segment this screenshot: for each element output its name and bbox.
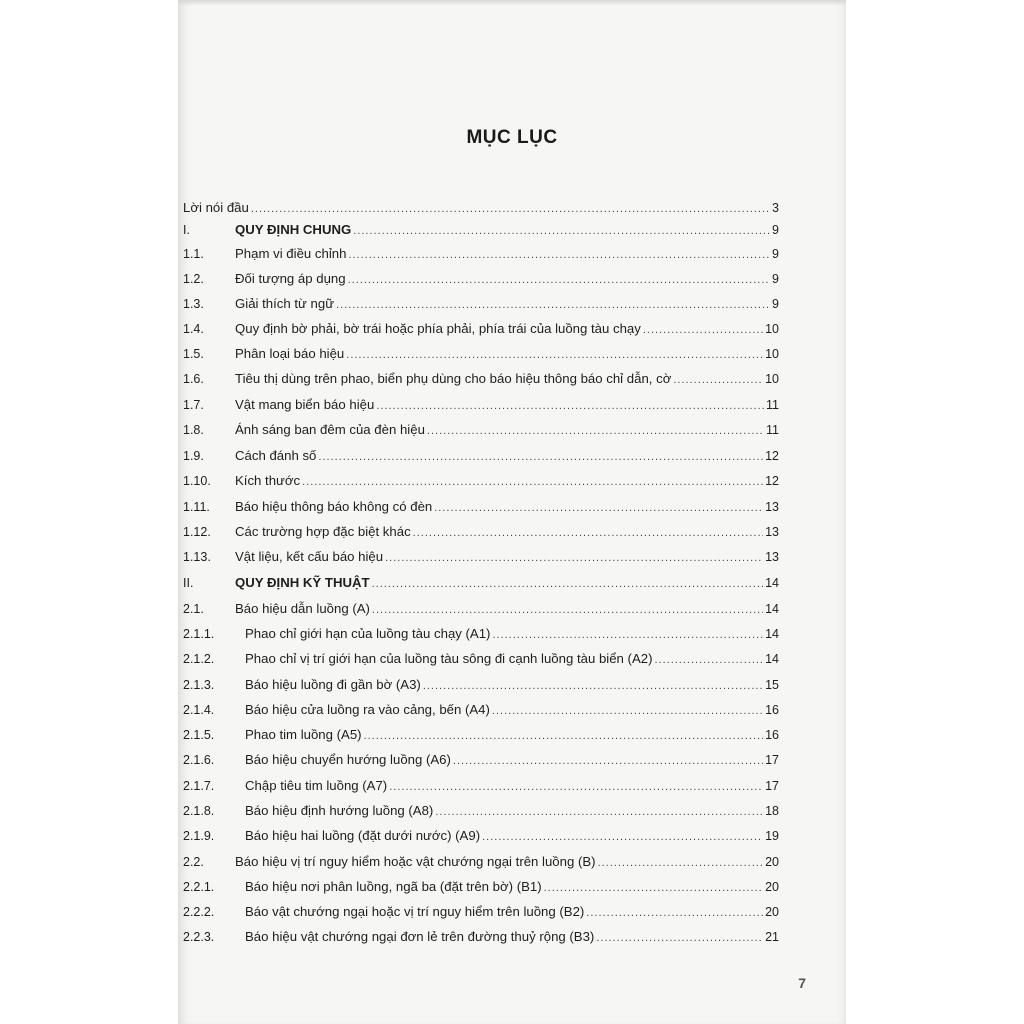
toc-entry <box>183 778 779 798</box>
toc-entry-label: Báo vật chướng ngại hoặc vị trí nguy hiểm trên luồng (B2) <box>245 904 585 919</box>
toc-entry-label: Vật liệu, kết cấu báo hiệu <box>235 549 384 564</box>
toc-entry-page: 9 <box>772 223 779 237</box>
toc-entry-label: Chập tiêu tim luồng (A7) <box>245 778 388 793</box>
toc-entry-number: 2.1.5. <box>183 728 215 742</box>
toc-dot-leader <box>346 349 763 361</box>
toc-entry-label: Báo hiệu nơi phân luồng, ngã ba (đặt trên bờ) (B1) <box>245 879 542 894</box>
toc-entry <box>183 222 779 242</box>
toc-entry-number: 2.1.7. <box>183 779 215 793</box>
toc-dot-leader <box>482 831 763 843</box>
toc-entry-page: 15 <box>765 678 779 692</box>
toc-entry-page: 17 <box>765 753 779 767</box>
toc-entry-number: 1.2. <box>183 272 204 286</box>
toc-dot-leader <box>336 299 770 311</box>
toc-entry-number: 2.1.4. <box>183 703 215 717</box>
toc-dot-leader <box>643 324 763 336</box>
toc-entry-number: 2.2.1. <box>183 880 215 894</box>
toc-entry-page: 14 <box>765 652 779 666</box>
toc-entry-number: 1.5. <box>183 347 204 361</box>
toc-dot-leader <box>427 425 764 437</box>
toc-entry <box>183 473 779 493</box>
toc-entry-number: 2.1.8. <box>183 804 215 818</box>
toc-entry-label: Lời nói đầu <box>183 200 249 215</box>
toc-entry-page: 14 <box>765 576 779 590</box>
toc-dot-leader <box>251 203 770 215</box>
toc-entry-number: 1.7. <box>183 398 204 412</box>
toc-dot-leader <box>318 451 763 463</box>
toc-entry-number: 1.9. <box>183 449 204 463</box>
toc-entry-label: Báo hiệu vị trí nguy hiểm hoặc vật chướng ngại trên luồng (B) <box>235 854 596 869</box>
toc-entry <box>183 499 779 519</box>
toc-entry <box>183 879 779 899</box>
toc-entry-number: 2.1.6. <box>183 753 215 767</box>
toc-entry-number: 1.13. <box>183 550 211 564</box>
toc-entry-number: 2.1.1. <box>183 627 215 641</box>
toc-dot-leader <box>673 374 763 386</box>
toc-entry-label: Phân loại báo hiệu <box>235 346 345 361</box>
page-title: MỤC LỤC <box>466 127 558 148</box>
toc-entry <box>183 702 779 722</box>
toc-entry <box>183 575 779 595</box>
page-number: 7 <box>798 975 806 991</box>
toc-entry-label: Giải thích từ ngữ <box>235 296 335 311</box>
toc-entry <box>183 651 779 671</box>
toc-entry <box>183 727 779 747</box>
toc-entry-number: 2.1.2. <box>183 652 215 666</box>
toc-dot-leader <box>544 882 763 894</box>
toc-entry-page: 16 <box>765 728 779 742</box>
toc-entry-page: 19 <box>765 829 779 843</box>
toc-entry-number: II. <box>183 576 194 590</box>
toc-entry <box>183 246 779 266</box>
toc-dot-leader <box>492 705 763 717</box>
toc-dot-leader <box>372 578 764 590</box>
toc-entry-number: 2.1. <box>183 602 204 616</box>
toc-entry-label: Báo hiệu luồng đi gần bờ (A3) <box>245 677 421 692</box>
toc-entry <box>183 803 779 823</box>
toc-entry-number: 2.2. <box>183 855 204 869</box>
toc-entry-page: 20 <box>765 880 779 894</box>
toc-entry <box>183 422 779 442</box>
document-page <box>178 0 846 1024</box>
toc-entry <box>183 752 779 772</box>
toc-entry-number: 2.1.3. <box>183 678 215 692</box>
toc-entry-page: 10 <box>765 322 779 336</box>
toc-entry-page: 16 <box>765 703 779 717</box>
toc-dot-leader <box>348 249 770 261</box>
toc-entry-label: QUY ĐỊNH CHUNG <box>235 222 352 237</box>
toc-entry-page: 14 <box>765 602 779 616</box>
toc-entry-label: Kích thước <box>235 473 301 488</box>
toc-entry <box>183 904 779 924</box>
toc-entry-page: 17 <box>765 779 779 793</box>
toc-dot-leader <box>435 806 763 818</box>
toc-entry-label: Báo hiệu vật chướng ngại đơn lẻ trên đường thuỷ rộng (B3) <box>245 929 595 944</box>
toc-entry <box>183 200 779 220</box>
toc-entry-number: 2.2.3. <box>183 930 215 944</box>
toc-dot-leader <box>413 527 763 539</box>
toc-dot-leader <box>434 502 763 514</box>
toc-entry <box>183 296 779 316</box>
toc-entry-number: 1.6. <box>183 372 204 386</box>
toc-dot-leader <box>453 755 763 767</box>
toc-entry <box>183 524 779 544</box>
toc-dot-leader <box>586 907 763 919</box>
toc-dot-leader <box>364 730 764 742</box>
toc-entry-label: Báo hiệu hai luồng (đặt dưới nước) (A9) <box>245 828 481 843</box>
toc-entry-page: 20 <box>765 905 779 919</box>
toc-dot-leader <box>376 400 764 412</box>
toc-dot-leader <box>389 781 763 793</box>
toc-dot-leader <box>302 476 763 488</box>
toc-entry-label: Cách đánh số <box>235 448 317 463</box>
toc-entry-label: Ánh sáng ban đêm của đèn hiệu <box>235 422 425 437</box>
toc-entry-label: Các trường hợp đặc biệt khác <box>235 524 411 539</box>
toc-entry-page: 11 <box>766 398 779 412</box>
toc-entry-page: 20 <box>765 855 779 869</box>
toc-entry <box>183 397 779 417</box>
toc-entry <box>183 601 779 621</box>
toc-entry-label: Phao chỉ giới hạn của luồng tàu chạy (A1) <box>245 626 491 641</box>
toc-dot-leader <box>598 857 764 869</box>
toc-entry-number: 1.8. <box>183 423 204 437</box>
toc-entry-label: Phạm vi điều chỉnh <box>235 246 347 261</box>
toc-entry-page: 12 <box>765 449 779 463</box>
toc-entry-label: Phao chỉ vị trí giới hạn của luồng tàu sông đi cạnh luồng tàu biển (A2) <box>245 651 653 666</box>
toc-entry-page: 13 <box>765 500 779 514</box>
toc-entry-page: 21 <box>765 930 779 944</box>
toc-entry <box>183 549 779 569</box>
toc-entry-page: 9 <box>772 272 779 286</box>
toc-entry-page: 13 <box>765 525 779 539</box>
toc-entry-number: 1.3. <box>183 297 204 311</box>
toc-dot-leader <box>353 225 770 237</box>
toc-dot-leader <box>654 654 763 666</box>
toc-entry-label: QUY ĐỊNH KỸ THUẬT <box>235 575 370 590</box>
toc-entry <box>183 929 779 949</box>
toc-dot-leader <box>596 932 763 944</box>
toc-entry <box>183 854 779 874</box>
toc-dot-leader <box>348 274 770 286</box>
toc-entry-number: I. <box>183 223 190 237</box>
toc-entry <box>183 626 779 646</box>
toc-entry <box>183 828 779 848</box>
toc-dot-leader <box>372 604 763 616</box>
toc-dot-leader <box>385 552 763 564</box>
toc-entry-label: Báo hiệu cửa luồng ra vào cảng, bến (A4) <box>245 702 490 717</box>
toc-dot-leader <box>423 680 763 692</box>
toc-entry-page: 11 <box>766 423 779 437</box>
toc-entry-page: 9 <box>772 297 779 311</box>
toc-entry-page: 12 <box>765 474 779 488</box>
toc-entry-number: 1.10. <box>183 474 211 488</box>
toc-entry-label: Báo hiệu định hướng luồng (A8) <box>245 803 434 818</box>
toc-entry <box>183 677 779 697</box>
toc-entry-number: 1.4. <box>183 322 204 336</box>
toc-entry-label: Vật mang biển báo hiệu <box>235 397 375 412</box>
toc-entry-number: 1.11. <box>183 500 210 514</box>
toc-entry-page: 3 <box>772 201 779 215</box>
toc-entry <box>183 271 779 291</box>
toc-entry-page: 14 <box>765 627 779 641</box>
toc-entry-number: 2.1.9. <box>183 829 215 843</box>
toc-entry-number: 2.2.2. <box>183 905 215 919</box>
toc-entry-page: 9 <box>772 247 779 261</box>
toc-dot-leader <box>492 629 763 641</box>
toc-entry-label: Quy định bờ phải, bờ trái hoặc phía phải, phía trái của luồng tàu chạy <box>235 321 641 336</box>
toc-entry-label: Tiêu thị dùng trên phao, biển phụ dùng cho báo hiệu thông báo chỉ dẫn, cờ <box>235 371 672 386</box>
toc-entry-label: Báo hiệu thông báo không có đèn <box>235 499 433 514</box>
toc-entry-label: Đối tượng áp dụng <box>235 271 346 286</box>
toc-entry-page: 18 <box>765 804 779 818</box>
toc-entry-page: 10 <box>765 347 779 361</box>
toc-entry-label: Phao tim luồng (A5) <box>245 727 362 742</box>
toc-entry-label: Báo hiệu dẫn luồng (A) <box>235 601 370 616</box>
toc-entry-label: Báo hiệu chuyển hướng luồng (A6) <box>245 752 451 767</box>
toc-entry <box>183 346 779 366</box>
toc-entry-number: 1.1. <box>183 247 204 261</box>
toc-entry <box>183 321 779 341</box>
toc-entry-number: 1.12. <box>183 525 211 539</box>
toc-entry <box>183 448 779 468</box>
toc-entry-page: 10 <box>765 372 779 386</box>
toc-entry-page: 13 <box>765 550 779 564</box>
toc-entry <box>183 371 779 391</box>
